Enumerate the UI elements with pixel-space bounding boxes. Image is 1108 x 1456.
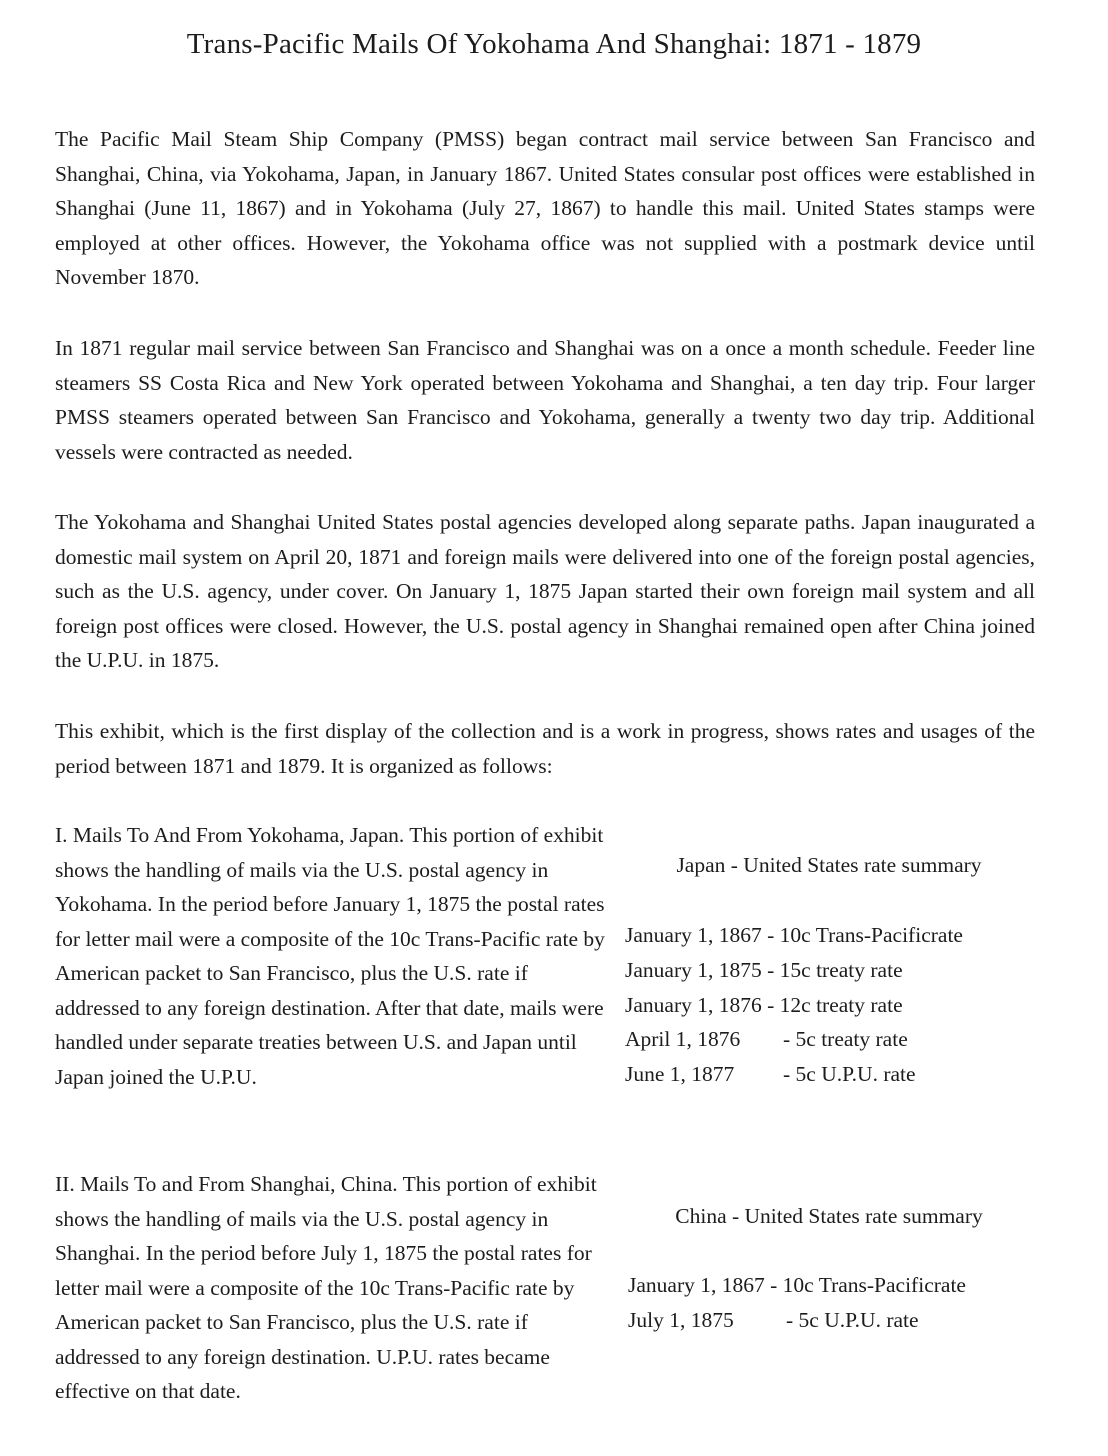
rate-date: June 1, 1877 bbox=[625, 1062, 735, 1086]
rate-value: - 10c Trans-Pacificrate bbox=[761, 923, 963, 947]
japan-rate-summary-title: Japan - United States rate summary bbox=[676, 853, 982, 877]
rate-date: April 1, 1876 bbox=[625, 1027, 741, 1051]
japan-rate-row bbox=[625, 1024, 908, 1054]
china-rate-row bbox=[628, 1270, 966, 1300]
rate-date: January 1, 1867 bbox=[628, 1273, 765, 1297]
section-shanghai-text: II. Mails To and From Shanghai, China. This portion of exhibit shows the handling of mails via the U.S. postal agency in Shanghai. In the period before July 1, 1875 the postal rates for letter mail were a composite of the 10c Trans-Pacific rate by American packet to San Francisco, plus the U.S. rate if addressed to any foreign destination. U.P.U. rates became effective on that date. bbox=[55, 1172, 597, 1403]
japan-rate-row bbox=[625, 920, 963, 950]
japan-rate-row bbox=[625, 955, 903, 985]
service-paragraph: In 1871 regular mail service between San Francisco and Shanghai was on a once a month schedule. Feeder line steamers SS Costa Rica and New York operated between Yokohama and Shanghai, a ten day trip. Four larger PMSS steamers operated between San Francisco and Yokohama, generally a twenty two day trip. Additional vessels were contracted as needed. bbox=[55, 336, 1035, 464]
rate-date: January 1, 1876 bbox=[625, 993, 762, 1017]
section-yokohama-text: I. Mails To And From Yokohama, Japan. This portion of exhibit shows the handling of mails via the U.S. postal agency in Yokohama. In the period before January 1, 1875 the postal rates for letter mail were a composite of the 10c Trans-Pacific rate by American packet to San Francisco, plus the U.S. rate if addressed to any foreign destination. After that date, mails were handled under separate treaties between U.S. and Japan until Japan joined the U.P.U. bbox=[55, 823, 605, 1089]
rate-value: - 12c treaty rate bbox=[761, 993, 903, 1017]
rate-date: January 1, 1875 bbox=[625, 958, 762, 982]
rate-value: - 5c U.P.U. rate bbox=[783, 1062, 916, 1086]
rate-value: - 15c treaty rate bbox=[761, 958, 903, 982]
rate-value: - 5c treaty rate bbox=[783, 1027, 908, 1051]
rate-value: - 5c U.P.U. rate bbox=[786, 1308, 919, 1332]
page-title: Trans-Pacific Mails Of Yokohama And Shanghai: 1871 - 1879 bbox=[186, 28, 922, 60]
agencies-paragraph: The Yokohama and Shanghai United States postal agencies developed along separate paths. Japan inaugurated a domestic mail system on April 20, 1871 and foreign mails were delivered into one of the foreign postal agencies, such as the U.S. agency, under cover. On January 1, 1875 Japan started their own foreign mail system and all foreign post offices were closed. However, the U.S. postal agency in Shanghai remained open after China joined the U.P.U. in 1875. bbox=[55, 510, 1035, 672]
japan-rate-row bbox=[625, 1059, 916, 1089]
china-rate-row bbox=[628, 1305, 919, 1335]
rate-date: July 1, 1875 bbox=[628, 1308, 734, 1332]
japan-rate-row bbox=[625, 990, 903, 1020]
rate-date: January 1, 1867 bbox=[625, 923, 762, 947]
china-rate-summary-title: China - United States rate summary bbox=[675, 1204, 983, 1228]
intro-paragraph: The Pacific Mail Steam Ship Company (PMSS) began contract mail service between San Francisco and Shanghai, China, via Yokohama, Japan, in January 1867. United States consular post offices were established in Shanghai (June 11, 1867) and in Yokohama (July 27, 1867) to handle this mail. United States stamps were employed at other offices. However, the Yokohama office was not supplied with a postmark device until November 1870. bbox=[55, 127, 1035, 289]
exhibit-paragraph: This exhibit, which is the first display of the collection and is a work in progress, shows rates and usages of the period between 1871 and 1879. It is organized as follows: bbox=[55, 719, 1035, 778]
rate-value: - 10c Trans-Pacificrate bbox=[764, 1273, 966, 1297]
